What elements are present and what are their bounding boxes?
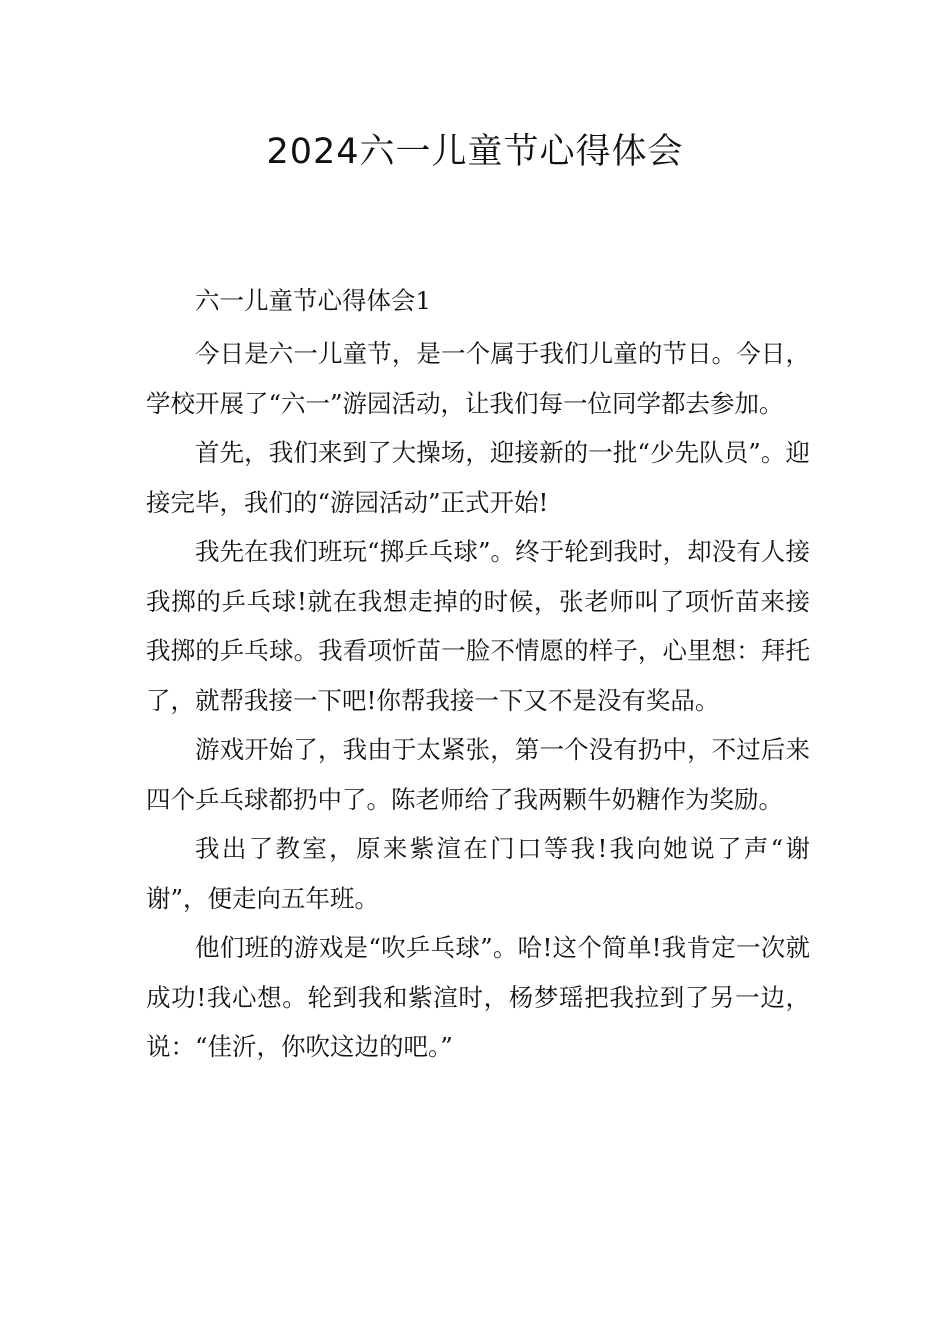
document-body [146, 280, 810, 1072]
paragraph: 我出了教室，原来紫渲在门口等我!我向她说了声“谢谢”，便走向五年班。 [146, 834, 810, 913]
document-title: 2024六一儿童节心得体会 [266, 132, 684, 172]
paragraph: 他们班的游戏是“吹乒乓球”。哈!这个简单!我肯定一次就成功!我心想。轮到我和紫渲时，杨梦瑶把我拉到了另一边，说：“佳沂，你吹这边的吧。” [146, 933, 810, 1061]
paragraph: 我先在我们班玩“掷乒乓球”。终于轮到我时，却没有人接我掷的乒乓球!就在我想走掉的时候，张老师叫了项忻苗来接我掷的乒乓球。我看项忻苗一脸不情愿的样子，心里想：拜托了，就帮我接一下吧!你帮我接一下又不是没有奖品。 [146, 537, 810, 715]
paragraph: 首先，我们来到了大操场，迎接新的一批“少先队员”。迎接完毕，我们的“游园活动”正式开始! [146, 438, 810, 517]
paragraph: 游戏开始了，我由于太紧张，第一个没有扔中，不过后来四个乒乓球都扔中了。陈老师给了我两颗牛奶糖作为奖励。 [146, 735, 810, 814]
section-heading: 六一儿童节心得体会1 [195, 286, 432, 315]
paragraph: 今日是六一儿童节，是一个属于我们儿童的节日。今日，学校开展了“六一”游园活动，让我们每一位同学都去参加。 [146, 339, 810, 418]
